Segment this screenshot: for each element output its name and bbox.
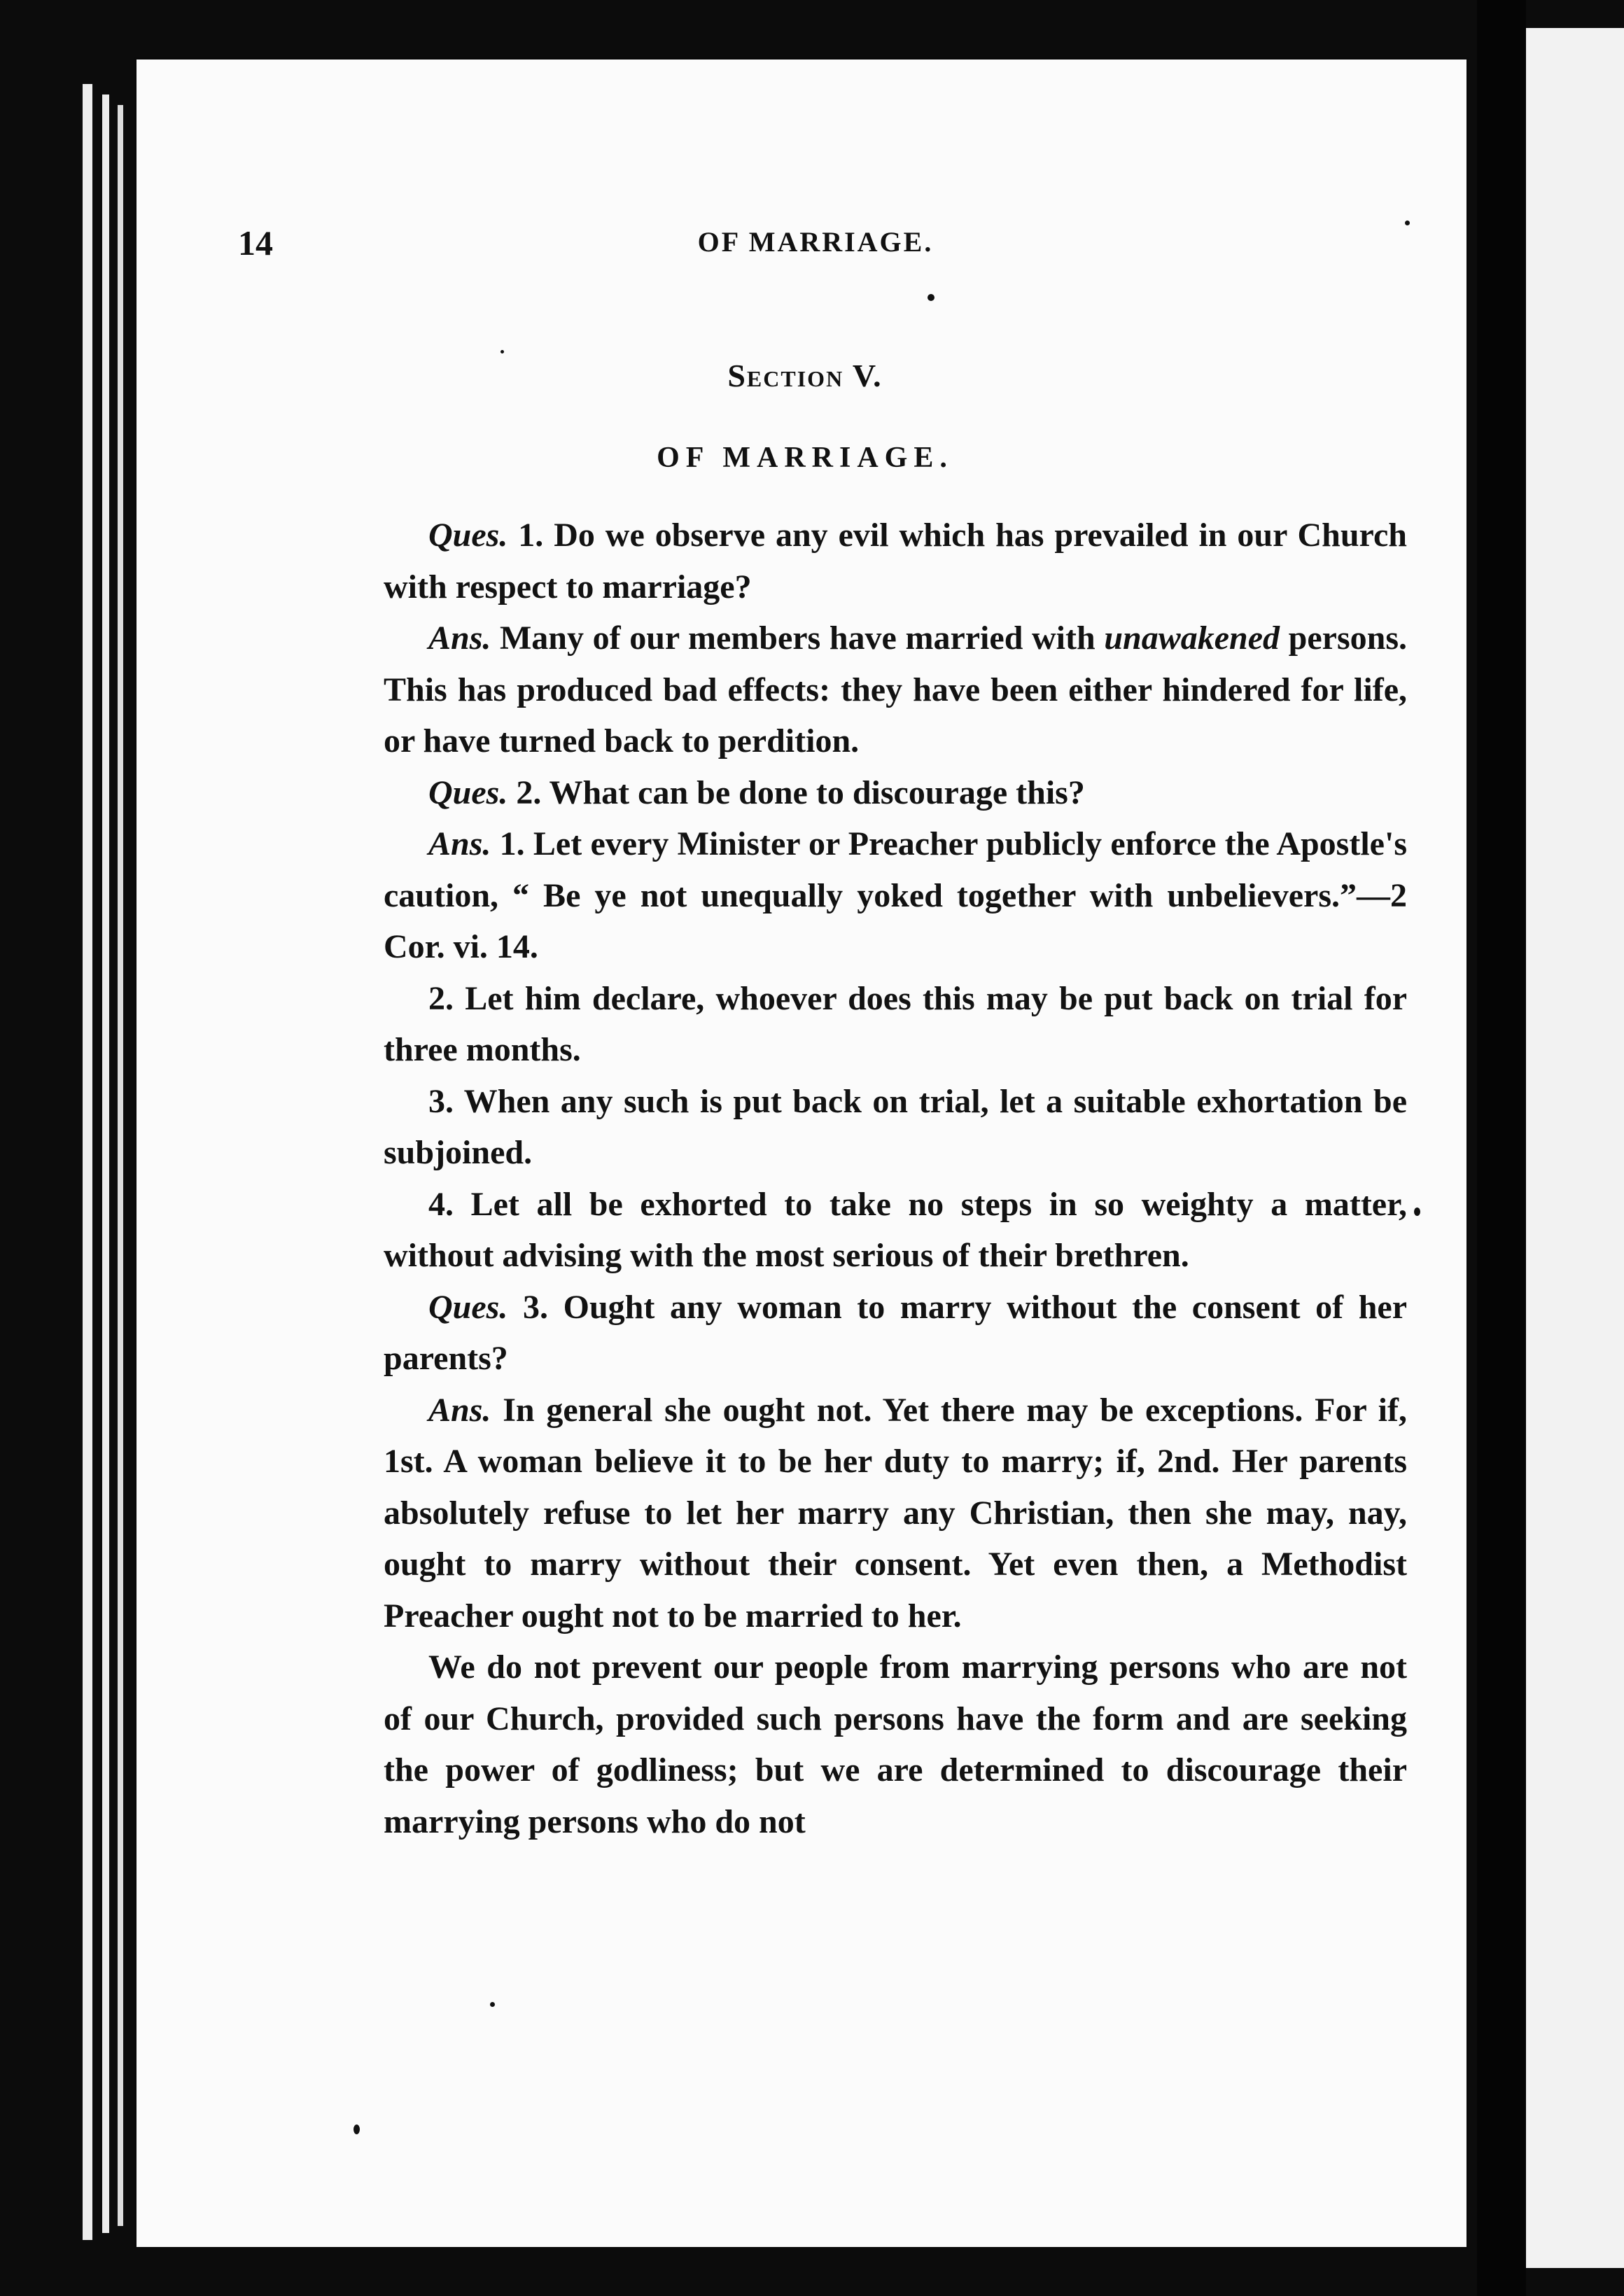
paragraph-text: 1. Do we observe any evil which has prevailed in our Church with respect to marriage?: [384, 517, 1407, 606]
running-head: OF MARRIAGE.: [697, 226, 934, 258]
book-gutter: [1477, 0, 1526, 2296]
paragraph-text: 2. Let him declare, whoever does this may be put back on trial for three months.: [384, 979, 1407, 1068]
paragraph-question-2: [384, 767, 1407, 819]
ink-speck: [354, 2124, 360, 2134]
paragraph-text: persons. This has produced bad effects: they have been either hindered for life, or have turned back to perdition.: [384, 620, 1408, 760]
paragraph-text: 2. What can be done to discourage this?: [507, 774, 1085, 811]
paragraph-answer-3: [384, 1385, 1407, 1642]
paragraph-text: Many of our members have married with: [491, 620, 1105, 657]
next-page-edge: [1526, 28, 1624, 2268]
paragraph-text: In general she ought not. Yet there may be exceptions. For if, 1st. A woman believe it to be her duty to marry; if, 2nd. Her parents absolutely refuse to let her marry any Christian, then she may, nay, ought to marry without their consent. Yet even then, a Methodist Preacher ought not to be married to her.: [384, 1391, 1407, 1634]
paragraph-text: 1. Let every Minister or Preacher publicly enforce the Apostle's caution, “ Be ye not unequally yoked together with unbelievers.”—2 Cor. vi. 14.: [384, 825, 1407, 965]
paragraph-item-4: [384, 1179, 1407, 1282]
question-label: Ques.: [428, 1288, 508, 1326]
ink-speck: [1414, 1208, 1420, 1216]
paragraph-closing: [384, 1642, 1407, 1847]
section-title: OF MARRIAGE.: [657, 442, 953, 474]
book-edge: [102, 94, 109, 2233]
book-edge: [118, 105, 123, 2226]
paragraph-question-3: [384, 1282, 1407, 1385]
ink-speck: [490, 2002, 495, 2007]
paragraph-answer-2: [384, 818, 1407, 973]
ink-speck: [500, 350, 504, 354]
ink-speck: [1405, 220, 1410, 225]
page-number: 14: [238, 223, 273, 262]
paragraph-item-3: [384, 1076, 1407, 1179]
paragraph-answer-1: [384, 612, 1407, 767]
answer-label: Ans.: [428, 620, 491, 657]
paragraph-text: 4. Let all be exhorted to take no steps in so weighty a matter, without advising with the most serious of their brethren.: [384, 1185, 1407, 1274]
paragraph-item-2: [384, 973, 1407, 1076]
page-header: [238, 223, 1372, 279]
paragraph-question-1: [384, 510, 1407, 612]
answer-label: Ans.: [428, 825, 491, 862]
section-heading: Section V.: [727, 358, 883, 393]
answer-label: Ans.: [428, 1391, 491, 1429]
paragraph-text: We do not prevent our people from marrying persons who are not of our Church, provided such persons have the form and are seeking the power of godliness; but we are determined to discourage their marrying persons who do not: [384, 1648, 1407, 1840]
ink-speck: [927, 294, 934, 301]
emphasized-text: unawakened: [1104, 620, 1280, 657]
question-label: Ques.: [428, 774, 508, 811]
paragraph-text: 3. Ought any woman to marry without the consent of her parents?: [384, 1288, 1407, 1377]
book-edge: [83, 84, 92, 2240]
body-text: [384, 510, 1407, 1847]
paragraph-text: 3. When any such is put back on trial, let a suitable exhortation be subjoined.: [384, 1082, 1407, 1171]
question-label: Ques.: [428, 517, 508, 554]
